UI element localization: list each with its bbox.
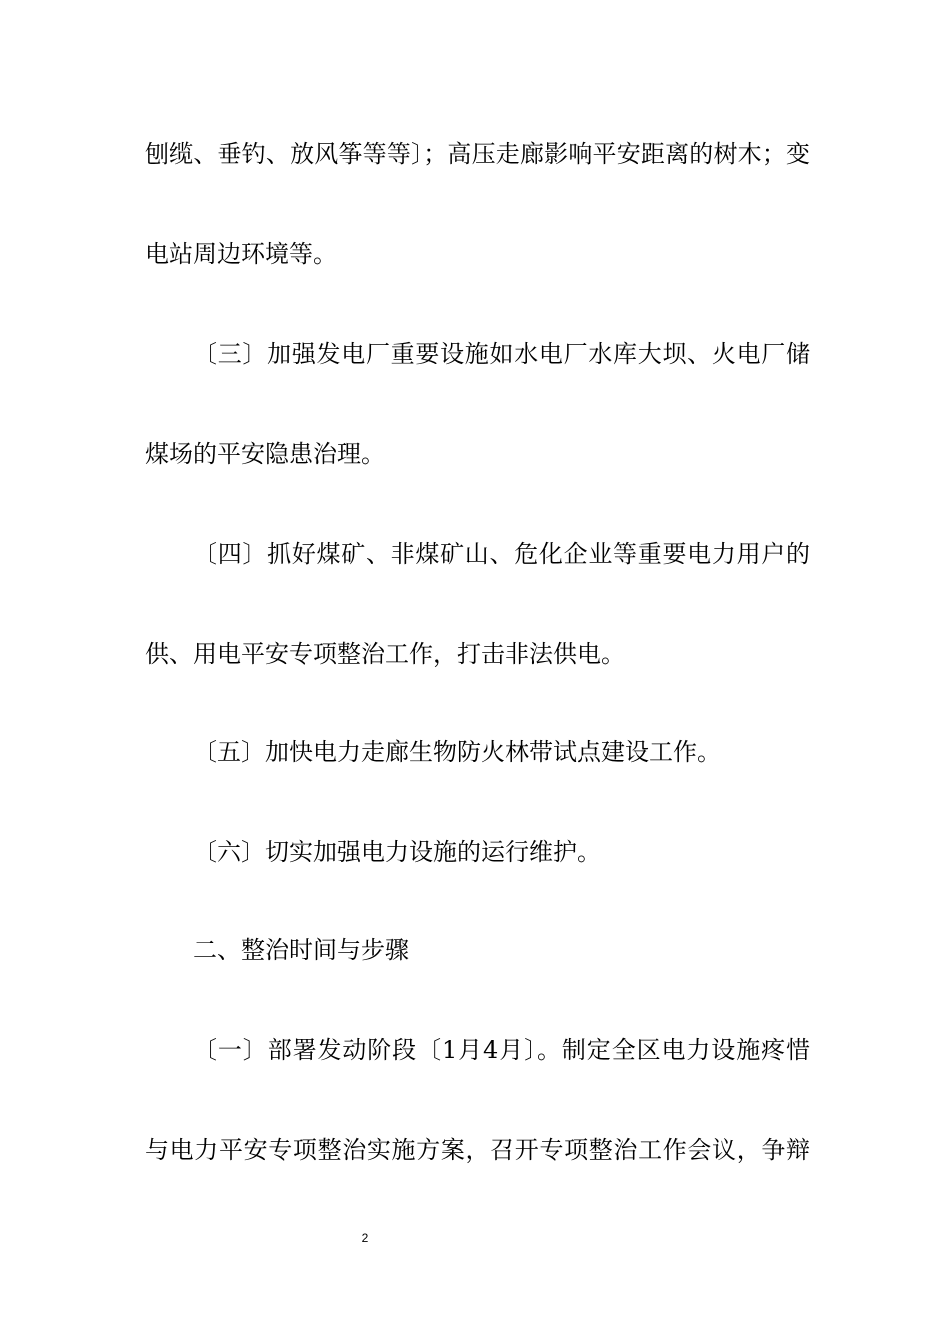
text-line: 电站周边环境等。 [145,240,337,268]
text-line: 〔三〕加强发电厂重要设施如水电厂水库大坝、火电厂储 [193,340,810,368]
text-line: 〔四〕抓好煤矿、非煤矿山、危化企业等重要电力用户的 [193,540,810,568]
page-number: 2 [361,1231,369,1245]
text-line: 〔一〕部署发动阶段〔1月4月〕。制定全区电力设施疼惜 [193,1036,810,1064]
text-line: 〔五〕加快电力走廊生物防火林带试点建设工作。 [193,738,721,766]
text-line: 与电力平安专项整治实施方案，召开专项整治工作会议，争辩 [145,1136,810,1164]
text-line: 〔六〕切实加强电力设施的运行维护。 [193,838,601,866]
section-heading: 二、整治时间与步骤 [193,936,409,964]
text-line: 煤场的平安隐患治理。 [145,440,385,468]
text-line: 刨缆、垂钓、放风筝等等〕；高压走廊影响平安距离的树木；变 [145,140,810,168]
text-line: 供、用电平安专项整治工作，打击非法供电。 [145,640,625,668]
